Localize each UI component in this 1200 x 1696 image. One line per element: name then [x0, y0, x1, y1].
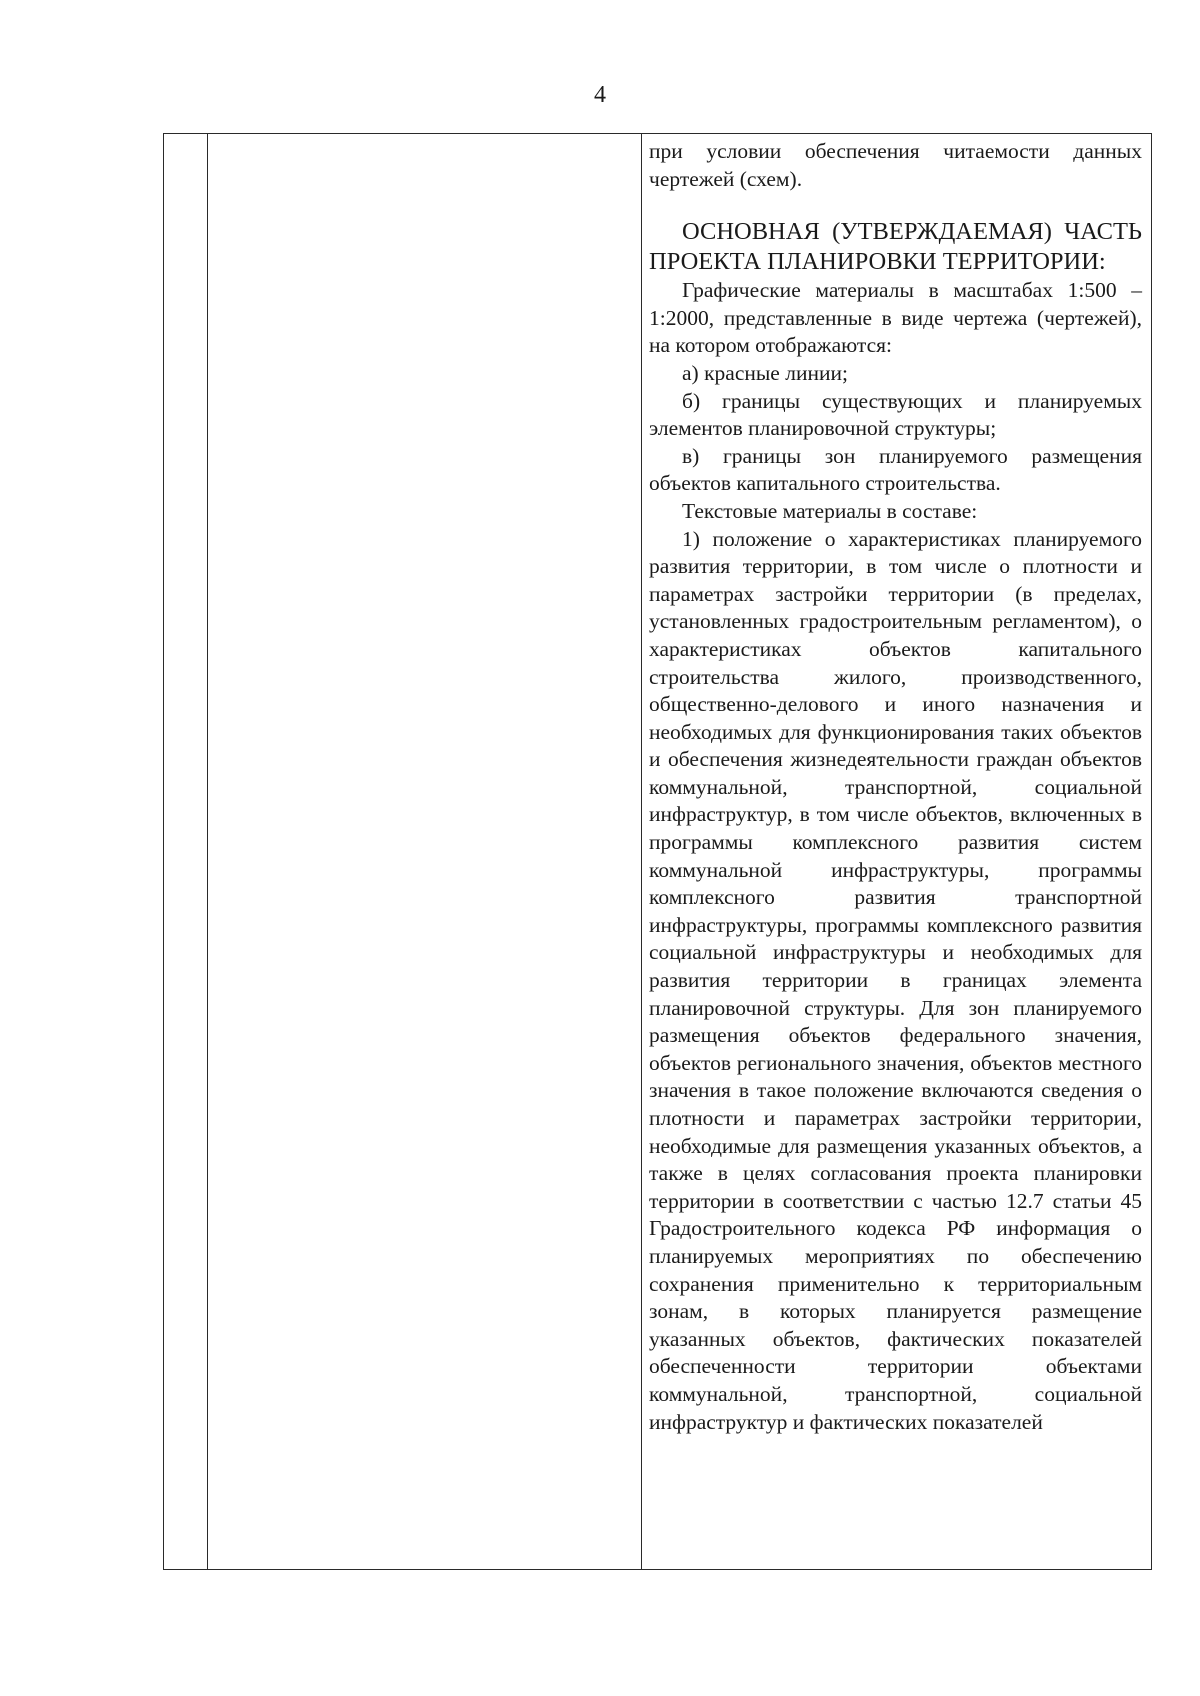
list-item-a: а) красные линии; [682, 360, 848, 385]
text-materials-intro: Текстовые материалы в составе: [682, 498, 978, 523]
section-heading: ОСНОВНАЯ (УТВЕРЖДАЕМАЯ) ЧАСТЬ ПРОЕКТА ПЛАНИРОВКИ ТЕРРИТОРИИ: [649, 218, 1142, 276]
table-column-name [207, 134, 642, 1569]
page-number: 4 [594, 82, 606, 108]
list-item-b: б) границы существующих и планируемых элементов планировочной структуры; [649, 388, 1142, 441]
table-column-number [164, 134, 208, 1569]
intro-continuation: при условии обеспечения читаемости данных чертежей (схем). [649, 139, 1142, 191]
list-item-1: 1) положение о характеристиках планируемого развития территории, в том числе о плотности и параметрах застройки территории (в пределах, установленных градостроительным регламентом), о характеристиках объектов капитального строительства жилого, производственного, общественно-делового и иного назначения и необходимых для функционирования таких объектов и обеспечения жизнедеятельности граждан объектов коммунальной, транспортной, социальной инфраструктур, в том числе объектов, включенных в программы комплексного развития систем коммунальной инфраструктуры, программы комплексного развития транспортной инфраструктуры, программы комплексного развития социальной инфраструктуры и необходимых для развития территории в границах элемента планировочной структуры. Для зон планируемого размещения объектов федерального значения, объектов регионального значения, объектов местного значения в такое положение включаются сведения о плотности и параметрах застройки территории, необходимые для размещения указанных объектов, а также в целях согласования проекта планировки территории в соответствии с частью 12.7 статьи 45 Градостроительного кодекса РФ информация о планируемых мероприятиях по обеспечению сохранения применительно к территориальным зонам, в которых планируется размещение указанных объектов, фактических показателей обеспеченности территории объектами коммунальной, транспортной, социальной инфраструктур и фактических показателей [649, 526, 1142, 1434]
document-table [163, 133, 1152, 1570]
list-item-c: в) границы зон планируемого размещения объектов капитального строительства. [649, 443, 1142, 496]
graphics-intro: Графические материалы в масштабах 1:500 – 1:2000, представленные в виде чертежа (чертежей), на котором отображаются: [649, 278, 1142, 358]
table-column-description [641, 134, 1151, 1569]
